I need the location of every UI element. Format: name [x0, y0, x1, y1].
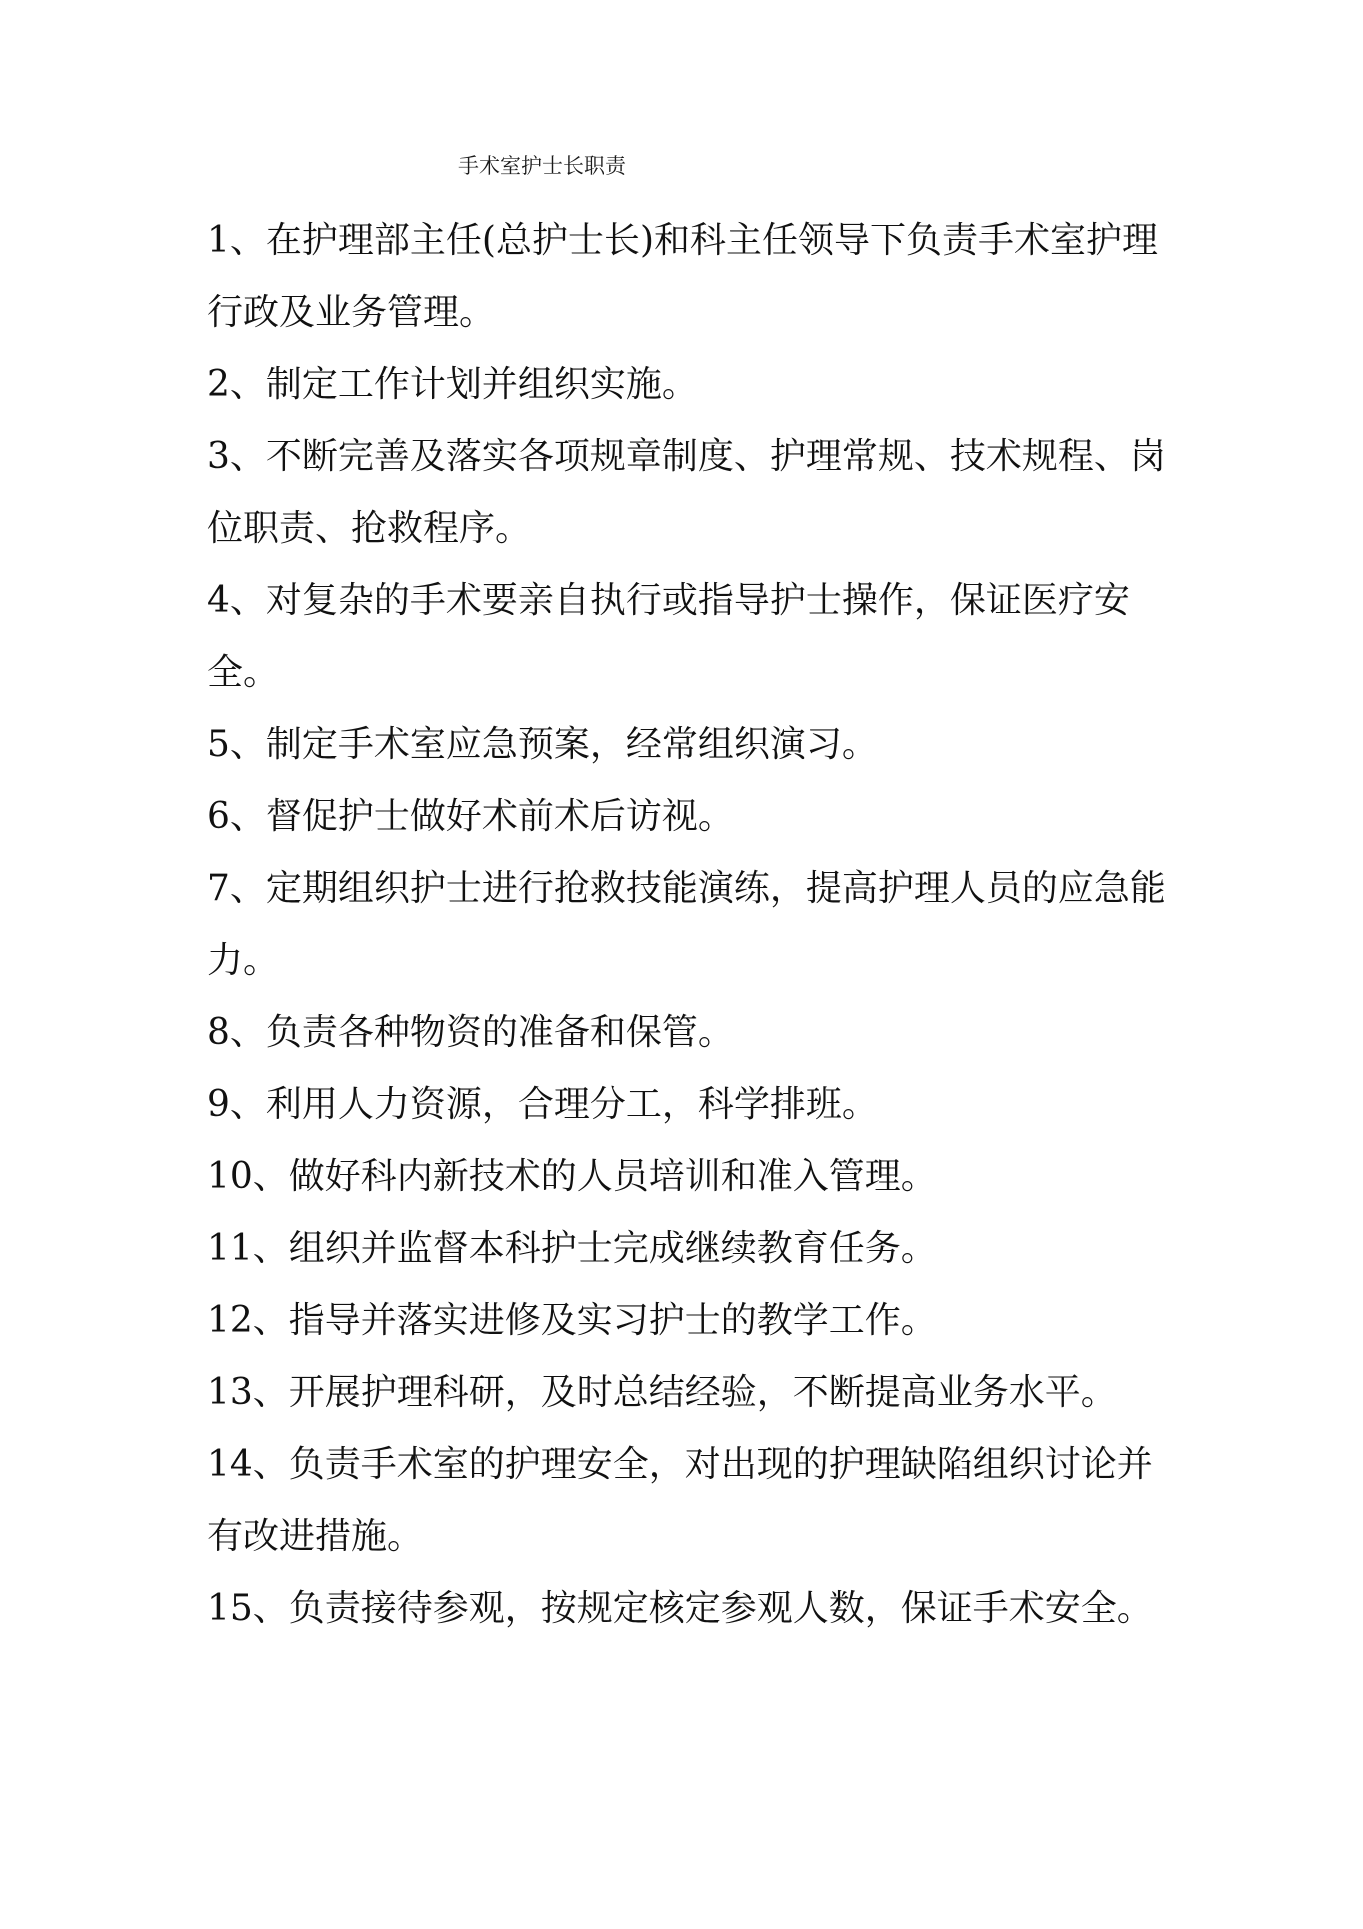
duty-item-3: 3、不断完善及落实各项规章制度、护理常规、技术规程、岗位职责、抢救程序。	[207, 436, 1166, 549]
duty-item-9: 9、利用人力资源，合理分工，科学排班。	[207, 1084, 878, 1125]
duty-item-7: 7、定期组织护士进行抢救技能演练，提高护理人员的应急能力。	[207, 868, 1166, 981]
duty-item-12: 12、指导并落实进修及实习护士的教学工作。	[207, 1300, 937, 1341]
duty-item-5: 5、制定手术室应急预案，经常组织演习。	[207, 724, 878, 765]
duty-item-13: 13、开展护理科研，及时总结经验，不断提高业务水平。	[207, 1372, 1117, 1413]
duty-item-1: 1、在护理部主任(总护士长)和科主任领导下负责手术室护理行政及业务管理。	[207, 220, 1158, 333]
duty-item-4: 4、对复杂的手术要亲自执行或指导护士操作，保证医疗安全。	[207, 580, 1130, 693]
duty-item-8: 8、负责各种物资的准备和保管。	[207, 1012, 734, 1053]
duty-item-6: 6、督促护士做好术前术后访视。	[207, 796, 734, 837]
duty-item-15: 15、负责接待参观，按规定核定参观人数，保证手术安全。	[207, 1588, 1153, 1629]
duty-item-11: 11、组织并监督本科护士完成继续教育任务。	[207, 1228, 937, 1269]
duty-list	[207, 205, 1187, 1645]
duty-item-2: 2、制定工作计划并组织实施。	[207, 364, 698, 405]
document-title: 手术室护士长职责	[458, 154, 626, 178]
duty-item-14: 14、负责手术室的护理安全，对出现的护理缺陷组织讨论并有改进措施。	[207, 1444, 1153, 1557]
duty-item-10: 10、做好科内新技术的人员培训和准入管理。	[207, 1156, 937, 1197]
